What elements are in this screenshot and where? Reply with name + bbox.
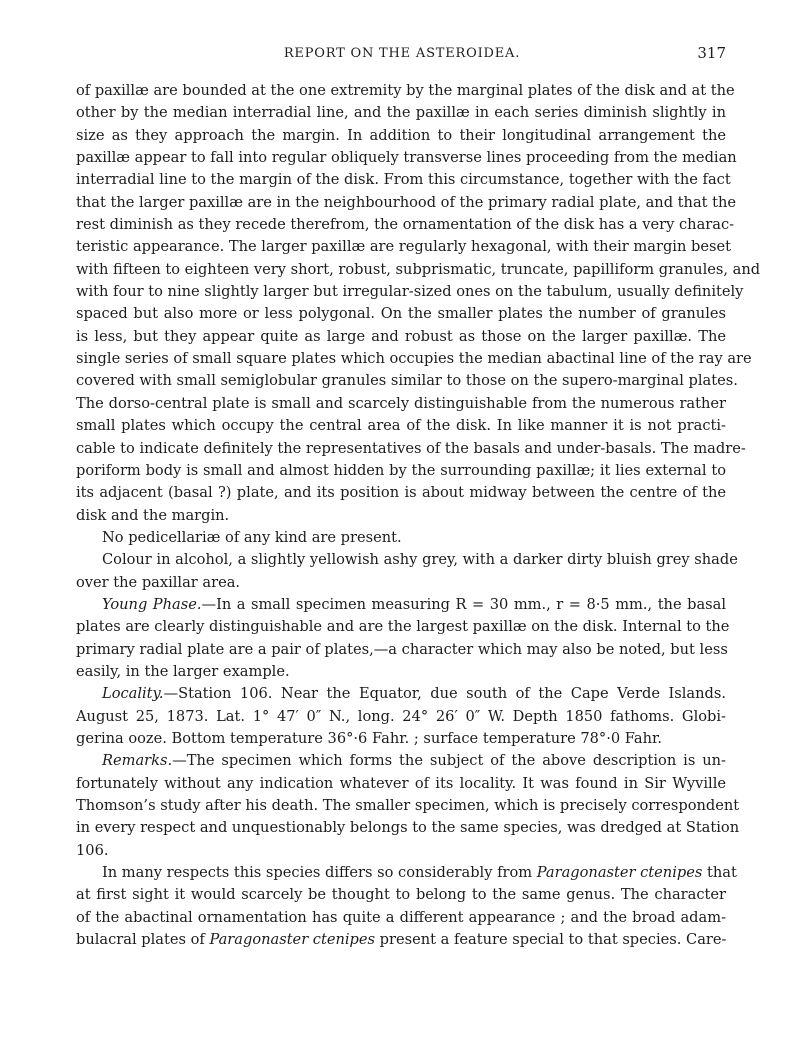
text-line: poriform body is small and almost hidden by the surrounding paxillæ; it lies external to (76, 461, 726, 479)
text-line: cable to indicate definitely the representatives of the basals and under-basals. The madre- (76, 439, 746, 457)
final-pre: bulacral plates of (76, 931, 205, 949)
text-line: paxillæ appear to fall into regular obliquely transverse lines proceeding from the median (76, 149, 737, 167)
young-phase-label: Young Phase. (102, 595, 202, 613)
text-line: of the abactinal ornamentation has quite a different appearance ; and the broad adam- (76, 908, 726, 926)
young-phase-text: —In a small specimen measuring R = 30 mm., r = 8·5 mm., the basal (201, 595, 726, 613)
text-line-final (76, 929, 726, 951)
text-line: size as they approach the margin. In addition to their longitudinal arrangement the (76, 126, 726, 144)
locality-text: —Station 106. Near the Equator, due south of the Cape Verde Islands. (163, 685, 726, 703)
running-header (78, 46, 726, 66)
body-text (76, 80, 761, 951)
text-line: spaced but also more or less polygonal. On the smaller plates the number of granules (76, 305, 726, 323)
text-line: disk and the margin. (76, 506, 230, 524)
text-line: in every respect and unquestionably belongs to the same species, was dredged at Station (76, 819, 740, 837)
running-title: REPORT ON THE ASTEROIDEA. (283, 46, 521, 61)
text-line: is less, but they appear quite as large and robust as those on the larger paxillæ. The (76, 327, 726, 345)
text-line: easily, in the larger example. (76, 662, 290, 680)
species-name: Paragonaster ctenipes (209, 931, 376, 949)
text-line: at first sight it would scarcely be thought to belong to the same genus. The character (76, 886, 726, 904)
text-line: over the paxillar area. (76, 573, 241, 591)
text-line: No pedicellariæ of any kind are present. (102, 528, 402, 546)
text-line: Thomson’s study after his death. The smaller specimen, which is precisely correspondent (76, 797, 740, 814)
text-line: rest diminish as they recede therefrom, the ornamentation of the disk has a very charac- (76, 216, 735, 234)
text-line: Colour in alcohol, a slightly yellowish ashy grey, with a darker dirty bluish grey shade (102, 551, 738, 569)
text-line: interradial line to the margin of the disk. From this circumstance, together with the fact (76, 171, 731, 189)
page-number: 317 (697, 44, 726, 62)
text-line: of paxillæ are bounded at the one extremity by the marginal plates of the disk and at the (76, 82, 735, 99)
text-line: covered with small semiglobular granules similar to those on the supero-marginal plates. (76, 372, 738, 390)
text-line: its adjacent (basal ?) plate, and its position is about midway between the centre of the (76, 484, 726, 502)
text-line: that the larger paxillæ are in the neighbourhood of the primary radial plate, and that the (76, 193, 737, 211)
text-line: with four to nine slightly larger but irregular-sized ones on the tabulum, usually definitely (76, 283, 744, 301)
comparison-post: that (702, 864, 737, 882)
text-line: fortunately without any indication whatever of its locality. It was found in Sir Wyville (76, 774, 726, 792)
text-line: plates are clearly distinguishable and are the largest paxillæ on the disk. Internal to the (76, 618, 730, 636)
text-line: other by the median interradial line, and the paxillæ in each series diminish slightly in (76, 104, 726, 122)
text-line: gerina ooze. Bottom temperature 36°·6 Fahr. ; surface temperature 78°·0 Fahr. (76, 729, 663, 747)
young-phase-line (76, 594, 726, 616)
text-line: single series of small square plates which occupies the median abactinal line of the ray are (76, 350, 752, 368)
locality-label: Locality. (102, 685, 164, 703)
text-line: August 25, 1873. Lat. 1° 47′ 0″ N., long. 24° 26′ 0″ W. Depth 1850 fathoms. Globi- (76, 707, 726, 725)
final-post: present a feature special to that species. Care- (375, 931, 727, 949)
remarks-line (76, 750, 726, 772)
text-line: small plates which occupy the central area of the disk. In like manner it is not practi- (76, 417, 726, 435)
text-line: The dorso-central plate is small and scarcely distinguishable from the numerous rather (76, 394, 726, 412)
text-line: primary radial plate are a pair of plates,—a character which may also be noted, but less (76, 640, 728, 658)
text-line: teristic appearance. The larger paxillæ are regularly hexagonal, with their margin beset (76, 238, 731, 256)
text-line: 106. (76, 841, 109, 859)
text-line: with fifteen to eighteen very short, robust, subprismatic, truncate, papilliform granules, and (76, 260, 761, 278)
species-name: Paragonaster ctenipes (536, 864, 703, 882)
comparison-pre: In many respects this species differs so considerably from (102, 864, 537, 882)
comparison-line (76, 862, 737, 884)
locality-line (76, 683, 726, 705)
remarks-text: —The specimen which forms the subject of the above description is un- (172, 752, 726, 770)
remarks-label: Remarks. (102, 752, 173, 770)
